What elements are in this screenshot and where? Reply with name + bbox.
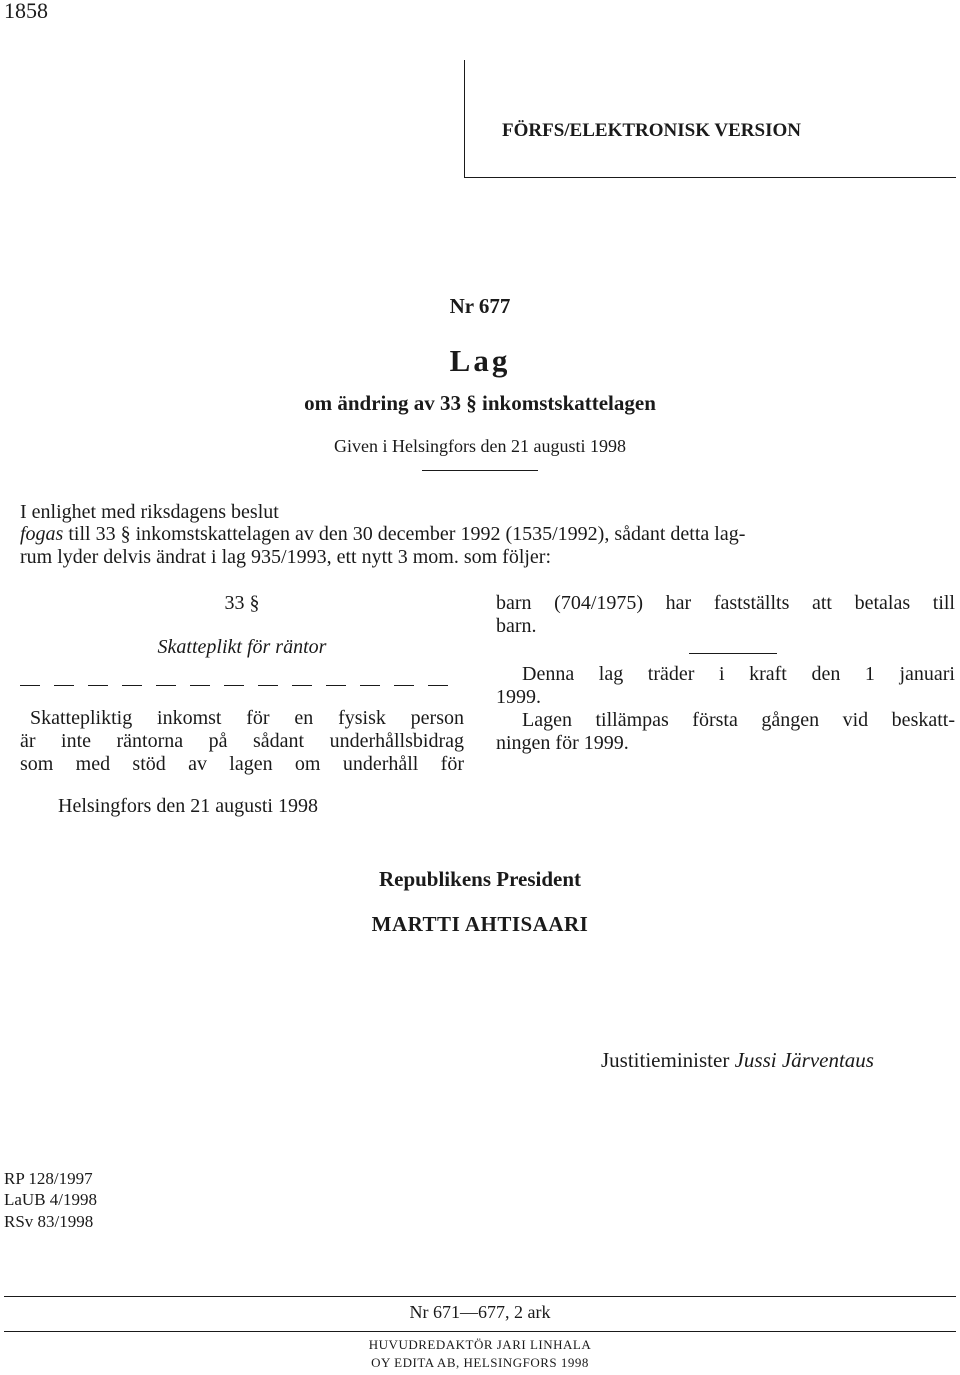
preamble-line-2-text: till 33 § inkomstskattelagen av den 30 december 1992 (1535/1992), sådant detta lag-	[63, 523, 746, 545]
header-box-label: FÖRFS/ELEKTRONISK VERSION	[502, 120, 801, 141]
section-text-line-2: är inte räntorna på sådant underhållsbidrag	[20, 730, 464, 752]
act-number: Nr 677	[449, 294, 511, 318]
reference-rsv: RSv 83/1998	[4, 1212, 94, 1231]
signature-name: MARTTI AHTISAARI	[371, 912, 589, 936]
section-number: 33 §	[224, 592, 260, 614]
act-subtitle: om ändring av 33 § inkomstskattelagen	[304, 391, 656, 415]
preamble-fogas: fogas	[20, 523, 64, 545]
minister-title: Justitieminister	[601, 1048, 730, 1072]
section-text-line-3: som med stöd av lagen om underhåll för	[20, 753, 464, 775]
title-divider	[422, 470, 538, 471]
header-box-bottom-border	[464, 177, 956, 178]
reference-laub: LaUB 4/1998	[4, 1190, 98, 1209]
section-continuation-line-2: barn.	[496, 615, 537, 637]
footer-rule-top	[4, 1296, 956, 1297]
minister-signature	[601, 1048, 874, 1073]
page-number: 1858	[4, 0, 48, 23]
section-text-line-1: Skattepliktig inkomst för en fysisk person	[30, 707, 464, 729]
signature-place-date: Helsingfors den 21 augusti 1998	[58, 795, 318, 817]
signature-title: Republikens President	[378, 867, 582, 891]
enactment-line-2: 1999.	[496, 686, 541, 708]
enactment-line-4: ningen för 1999.	[496, 732, 629, 754]
act-given-date: Given i Helsingfors den 21 augusti 1998	[334, 436, 626, 456]
enactment-line-1: Denna lag träder i kraft den 1 januari	[522, 663, 955, 685]
footer-rule-bottom	[4, 1331, 956, 1332]
section-heading: Skatteplikt för räntor	[157, 636, 327, 658]
section-continuation-line-1: barn (704/1975) har fastställts att betalas till	[496, 592, 955, 614]
preamble-line-2	[20, 523, 745, 546]
footer-printer: OY EDITA AB, HELSINGFORS 1998	[371, 1355, 589, 1370]
preamble-line-1: I enlighet med riksdagens beslut	[20, 501, 279, 523]
enactment-divider	[689, 653, 777, 654]
header-box-left-border	[464, 60, 465, 178]
enactment-line-3: Lagen tillämpas första gången vid beskatt-	[522, 709, 955, 731]
reference-rp: RP 128/1997	[4, 1169, 93, 1188]
act-title: Lag	[449, 343, 511, 378]
preamble-line-3: rum lyder delvis ändrat i lag 935/1993, ett nytt 3 mom. som följer:	[20, 546, 552, 568]
footer-issue: Nr 671—677, 2 ark	[409, 1302, 551, 1322]
minister-name: Jussi Järventaus	[734, 1048, 874, 1072]
footer-editor: HUVUDREDAKTÖR JARI LINHALA	[368, 1337, 592, 1352]
omission-dashes	[20, 676, 464, 694]
